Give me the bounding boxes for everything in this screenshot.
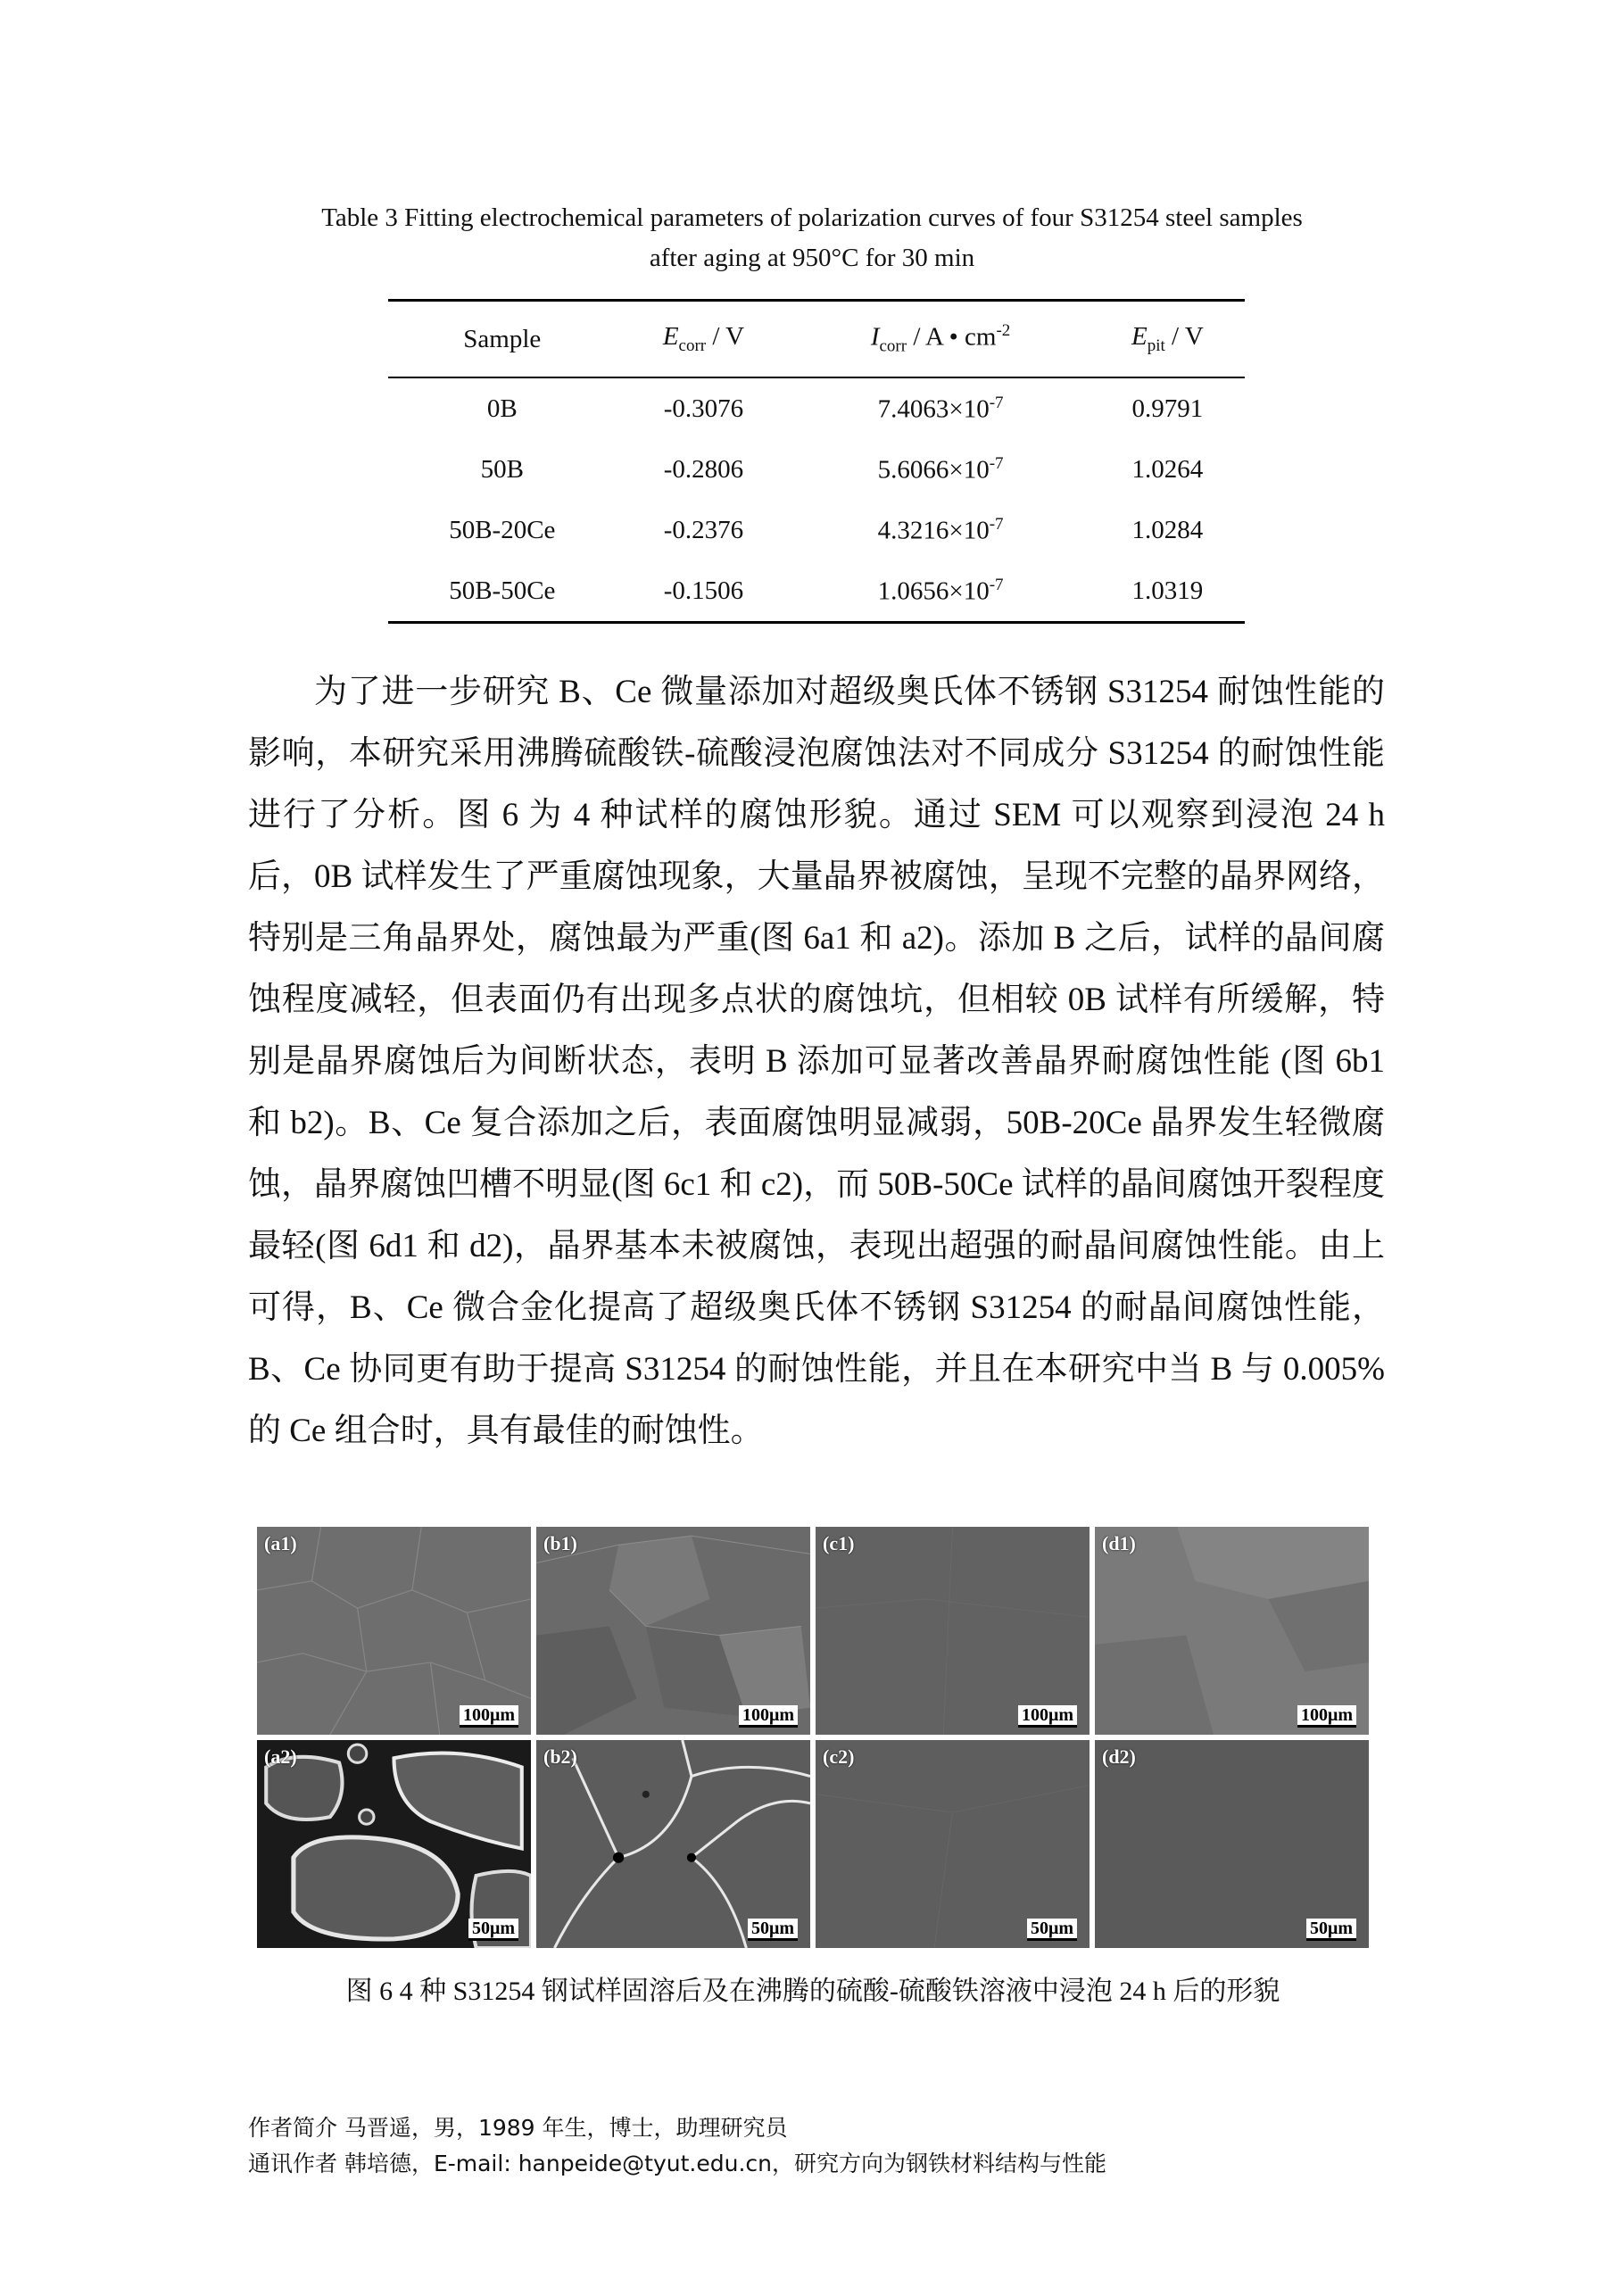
scale-bar: 100μm [460, 1705, 518, 1728]
sem-image-c2 [816, 1740, 1090, 1948]
table-row [388, 377, 1245, 439]
cell-epit: 1.0264 [1131, 454, 1204, 484]
sem-image-a2 [257, 1740, 531, 1948]
table-caption-line2: after aging at 950°C for 30 min [649, 244, 975, 272]
sem-image-d1 [1095, 1527, 1369, 1735]
cell-sample: 50B-20Ce [449, 515, 556, 544]
cell-icorr: $4.3216\times 10^{-7}$ [877, 514, 1004, 545]
sem-image-b2 [536, 1740, 810, 1948]
sem-panel-d2 [1095, 1740, 1369, 1948]
cell-ecorr: -0.2806 [663, 454, 744, 484]
parameters-table [388, 299, 1245, 624]
footnote-author: 作者简介 马晋遥，男，1989 年生，博士，助理研究员 [248, 2115, 788, 2141]
scale-bar: 50μm [748, 1919, 798, 1941]
panel-label: (a1) [264, 1532, 297, 1554]
sem-figure-grid [257, 1527, 1369, 1948]
table-header-row [388, 301, 1245, 378]
header-ecorr: $E_{corr}$ / V [662, 322, 745, 355]
cell-ecorr: -0.2376 [663, 515, 744, 544]
panel-label: (a2) [264, 1745, 297, 1768]
scale-bar: 100μm [739, 1705, 798, 1728]
sem-panel-b2 [536, 1740, 810, 1948]
figure-caption: 图 6 4 种 S31254 钢试样固溶后及在沸腾的硫酸-硫酸铁溶液中浸泡 24 h 后的形貌 [345, 1977, 1280, 2006]
cell-ecorr: -0.3076 [663, 394, 744, 423]
table-row [388, 560, 1245, 623]
table-row [388, 500, 1245, 560]
table-caption-line1: Table 3 Fitting electrochemical parameters of polarization curves of four S31254 steel samples [321, 203, 1303, 232]
header-icorr: $I_{corr}$ / A • $cm^{-2}$ [870, 321, 1011, 356]
sem-panel-a2 [257, 1740, 531, 1948]
cell-ecorr: -0.1506 [663, 576, 744, 605]
header-epit: $E_{pit}$ / V [1131, 322, 1204, 355]
cell-icorr: $1.0656\times 10^{-7}$ [877, 575, 1004, 606]
sem-image-d2 [1095, 1740, 1369, 1948]
sem-image-a1 [257, 1527, 531, 1735]
cell-icorr: $5.6066\times 10^{-7}$ [877, 453, 1004, 485]
sem-panel-a1 [257, 1527, 531, 1735]
sem-panel-c1 [816, 1527, 1090, 1735]
scale-bar: 100μm [1018, 1705, 1077, 1728]
cell-epit: 1.0319 [1131, 576, 1204, 605]
cell-epit: 1.0284 [1131, 515, 1204, 544]
scale-bar: 50μm [1306, 1919, 1356, 1941]
header-sample: Sample [463, 324, 542, 353]
footnote-correspondence: 通讯作者 韩培德，E-mail: hanpeide@tyut.edu.cn，研究方向为钢铁材料结构与性能 [248, 2151, 1106, 2176]
cell-epit: 0.9791 [1131, 394, 1204, 423]
scale-bar: 100μm [1297, 1705, 1356, 1728]
table-caption [259, 198, 1365, 278]
cell-sample: 50B [480, 454, 524, 484]
panel-label: (b2) [543, 1745, 577, 1768]
panel-label: (c1) [823, 1532, 855, 1554]
panel-label: (d2) [1102, 1745, 1136, 1768]
cell-icorr: $7.4063\times 10^{-7}$ [877, 393, 1004, 424]
sem-image-b1 [536, 1527, 810, 1735]
sem-panel-d1 [1095, 1527, 1369, 1735]
sem-panel-b1 [536, 1527, 810, 1735]
table-row [388, 439, 1245, 500]
sem-image-c1 [816, 1527, 1090, 1735]
panel-label: (c2) [823, 1745, 855, 1768]
scale-bar: 50μm [1027, 1919, 1077, 1941]
cell-sample: 50B-50Ce [449, 576, 556, 605]
panel-label: (d1) [1102, 1532, 1136, 1554]
cell-sample: 0B [486, 394, 518, 423]
panel-label: (b1) [543, 1532, 577, 1554]
author-footnote [248, 2110, 1408, 2182]
scale-bar: 50μm [468, 1919, 518, 1941]
sem-panel-c2 [816, 1740, 1090, 1948]
body-paragraph: 为了进一步研究 B、Ce 微量添加对超级奥氏体不锈钢 S31254 耐蚀性能的影响，本研究采用沸腾硫酸铁-硫酸浸泡腐蚀法对不同成分 S31254 的耐蚀性能进行了分析。图 6 为 4 种试样的腐蚀形貌。通过 SEM 可以观察到浸泡 24 h 后，0B 试样发生了严重腐蚀现象，大量晶界被腐蚀，呈现不完整的晶界网络，特别是三角晶界处，腐蚀最为严重(图 6a1 和 a2)。添加 B 之后，试样的晶间腐蚀程度减轻，但表面仍有出现多点状的腐蚀坑，但相较 0B 试样有所缓解，特别是晶界腐蚀后为间断状态，表明 B 添加可显著改善晶界耐腐蚀性能 (图 6b1 和 b2)。B、Ce 复合添加之后，表面腐蚀明显减弱，50B-20Ce 晶界发生轻微腐蚀，晶界腐蚀凹槽不明显(图 6c1 和 c2)，而 50B-50Ce 试样的晶间腐蚀开裂程度最轻(图 6d1 和 d2)，晶界基本未被腐蚀，表现出超强的耐晶间腐蚀性能。由上可得，B、Ce 微合金化提高了超级奥氏体不锈钢 S31254 的耐晶间腐蚀性能，B、Ce 协同更有助于提高 S31254 的耐蚀性能，并且在本研究中当 B 与 0.005%的 Ce 组合时，具有最佳的耐蚀性。 [248, 674, 1385, 1449]
